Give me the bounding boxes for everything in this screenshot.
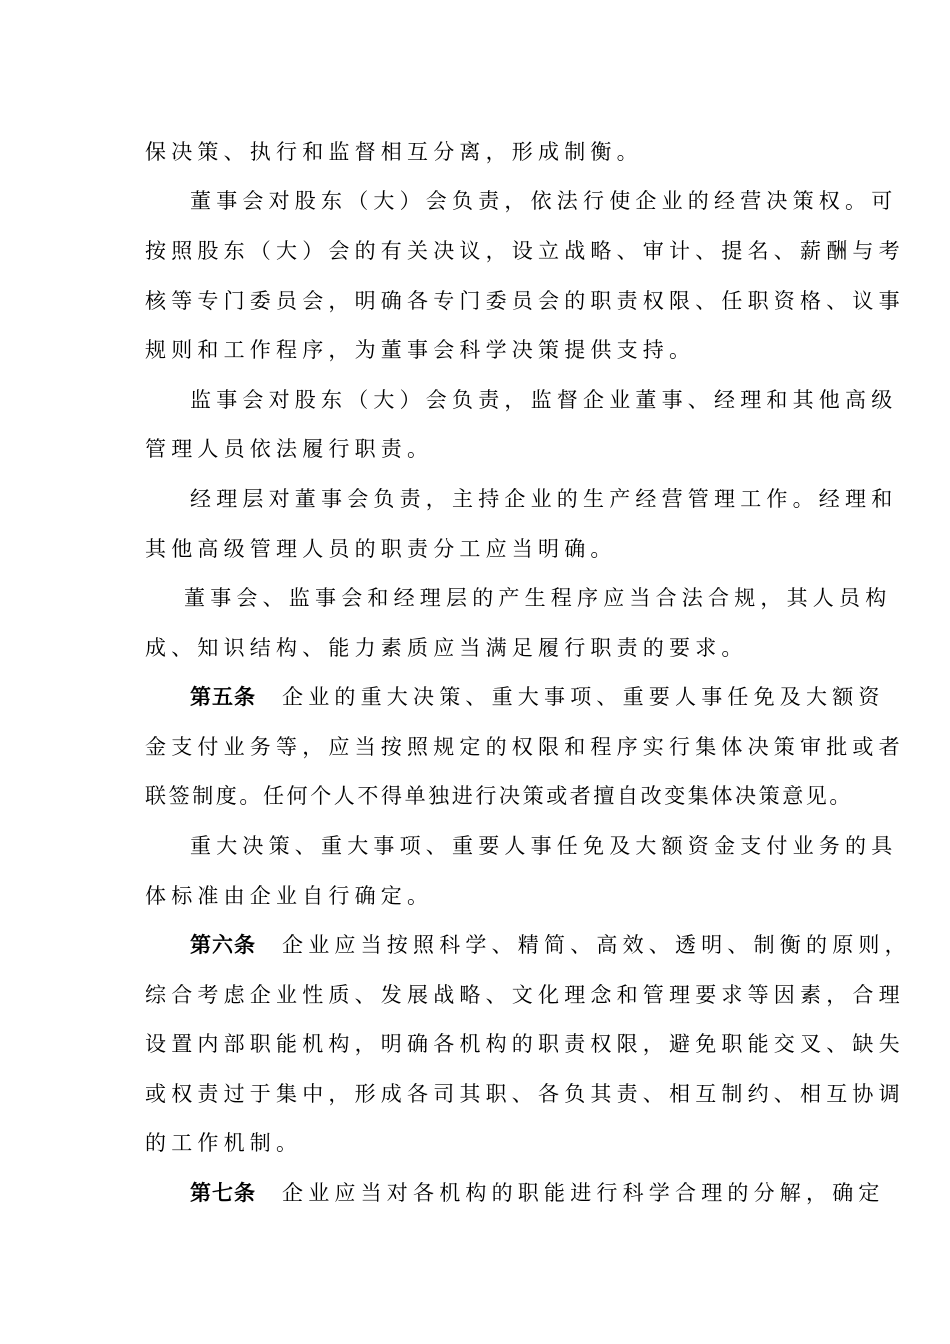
paragraph-line: 经理层对董事会负责，主持企业的生产经营管理工作。经理和 xyxy=(190,487,898,511)
text-line: 核等专门委员会，明确各专门委员会的职责权限、任职资格、议事 xyxy=(145,289,905,313)
text-line: 综合考虑企业性质、发展战略、文化理念和管理要求等因素，合理 xyxy=(145,983,905,1007)
text-line: 按照股东（大）会的有关决议，设立战略、审计、提名、薪酬与考 xyxy=(145,239,905,263)
text-line: 保决策、执行和监督相互分离，形成制衡。 xyxy=(145,140,643,164)
text-line: 规则和工作程序，为董事会科学决策提供支持。 xyxy=(145,338,696,362)
paragraph-line: 监事会对股东（大）会负责，监督企业董事、经理和其他高级 xyxy=(190,388,898,412)
text-line: 的工作机制。 xyxy=(145,1131,303,1155)
text-line: 金支付业务等，应当按照规定的权限和程序实行集体决策审批或者 xyxy=(145,735,905,759)
article-heading: 第五条 xyxy=(190,685,256,709)
article-line xyxy=(190,930,911,960)
article-heading: 第六条 xyxy=(190,933,256,957)
text-line: 或权责过于集中，形成各司其职、各负其责、相互制约、相互协调 xyxy=(145,1082,905,1106)
text-line: 成、知识结构、能力素质应当满足履行职责的要求。 xyxy=(145,636,748,660)
text-line: 体标准由企业自行确定。 xyxy=(145,884,434,908)
article-line xyxy=(190,1178,885,1208)
text-line: 联签制度。任何个人不得单独进行决策或者擅自改变集体决策意见。 xyxy=(145,784,853,808)
article-text: 企业应当对各机构的职能进行科学合理的分解，确定 xyxy=(282,1181,885,1205)
text-line: 设置内部职能机构，明确各机构的职责权限，避免职能交叉、缺失 xyxy=(145,1032,905,1056)
article-line xyxy=(190,682,885,712)
article-heading: 第七条 xyxy=(190,1181,256,1205)
paragraph-line: 重大决策、重大事项、重要人事任免及大额资金支付业务的具 xyxy=(190,834,898,858)
paragraph-line: 董事会、监事会和经理层的产生程序应当合法合规，其人员构 xyxy=(184,586,892,610)
article-text: 企业应当按照科学、精简、高效、透明、制衡的原则， xyxy=(282,933,911,957)
text-line: 管理人员依法履行职责。 xyxy=(145,437,434,461)
paragraph-line: 董事会对股东（大）会负责，依法行使企业的经营决策权。可 xyxy=(190,189,898,213)
article-text: 企业的重大决策、重大事项、重要人事任免及大额资 xyxy=(282,685,885,709)
text-line: 其他高级管理人员的职责分工应当明确。 xyxy=(145,537,617,561)
